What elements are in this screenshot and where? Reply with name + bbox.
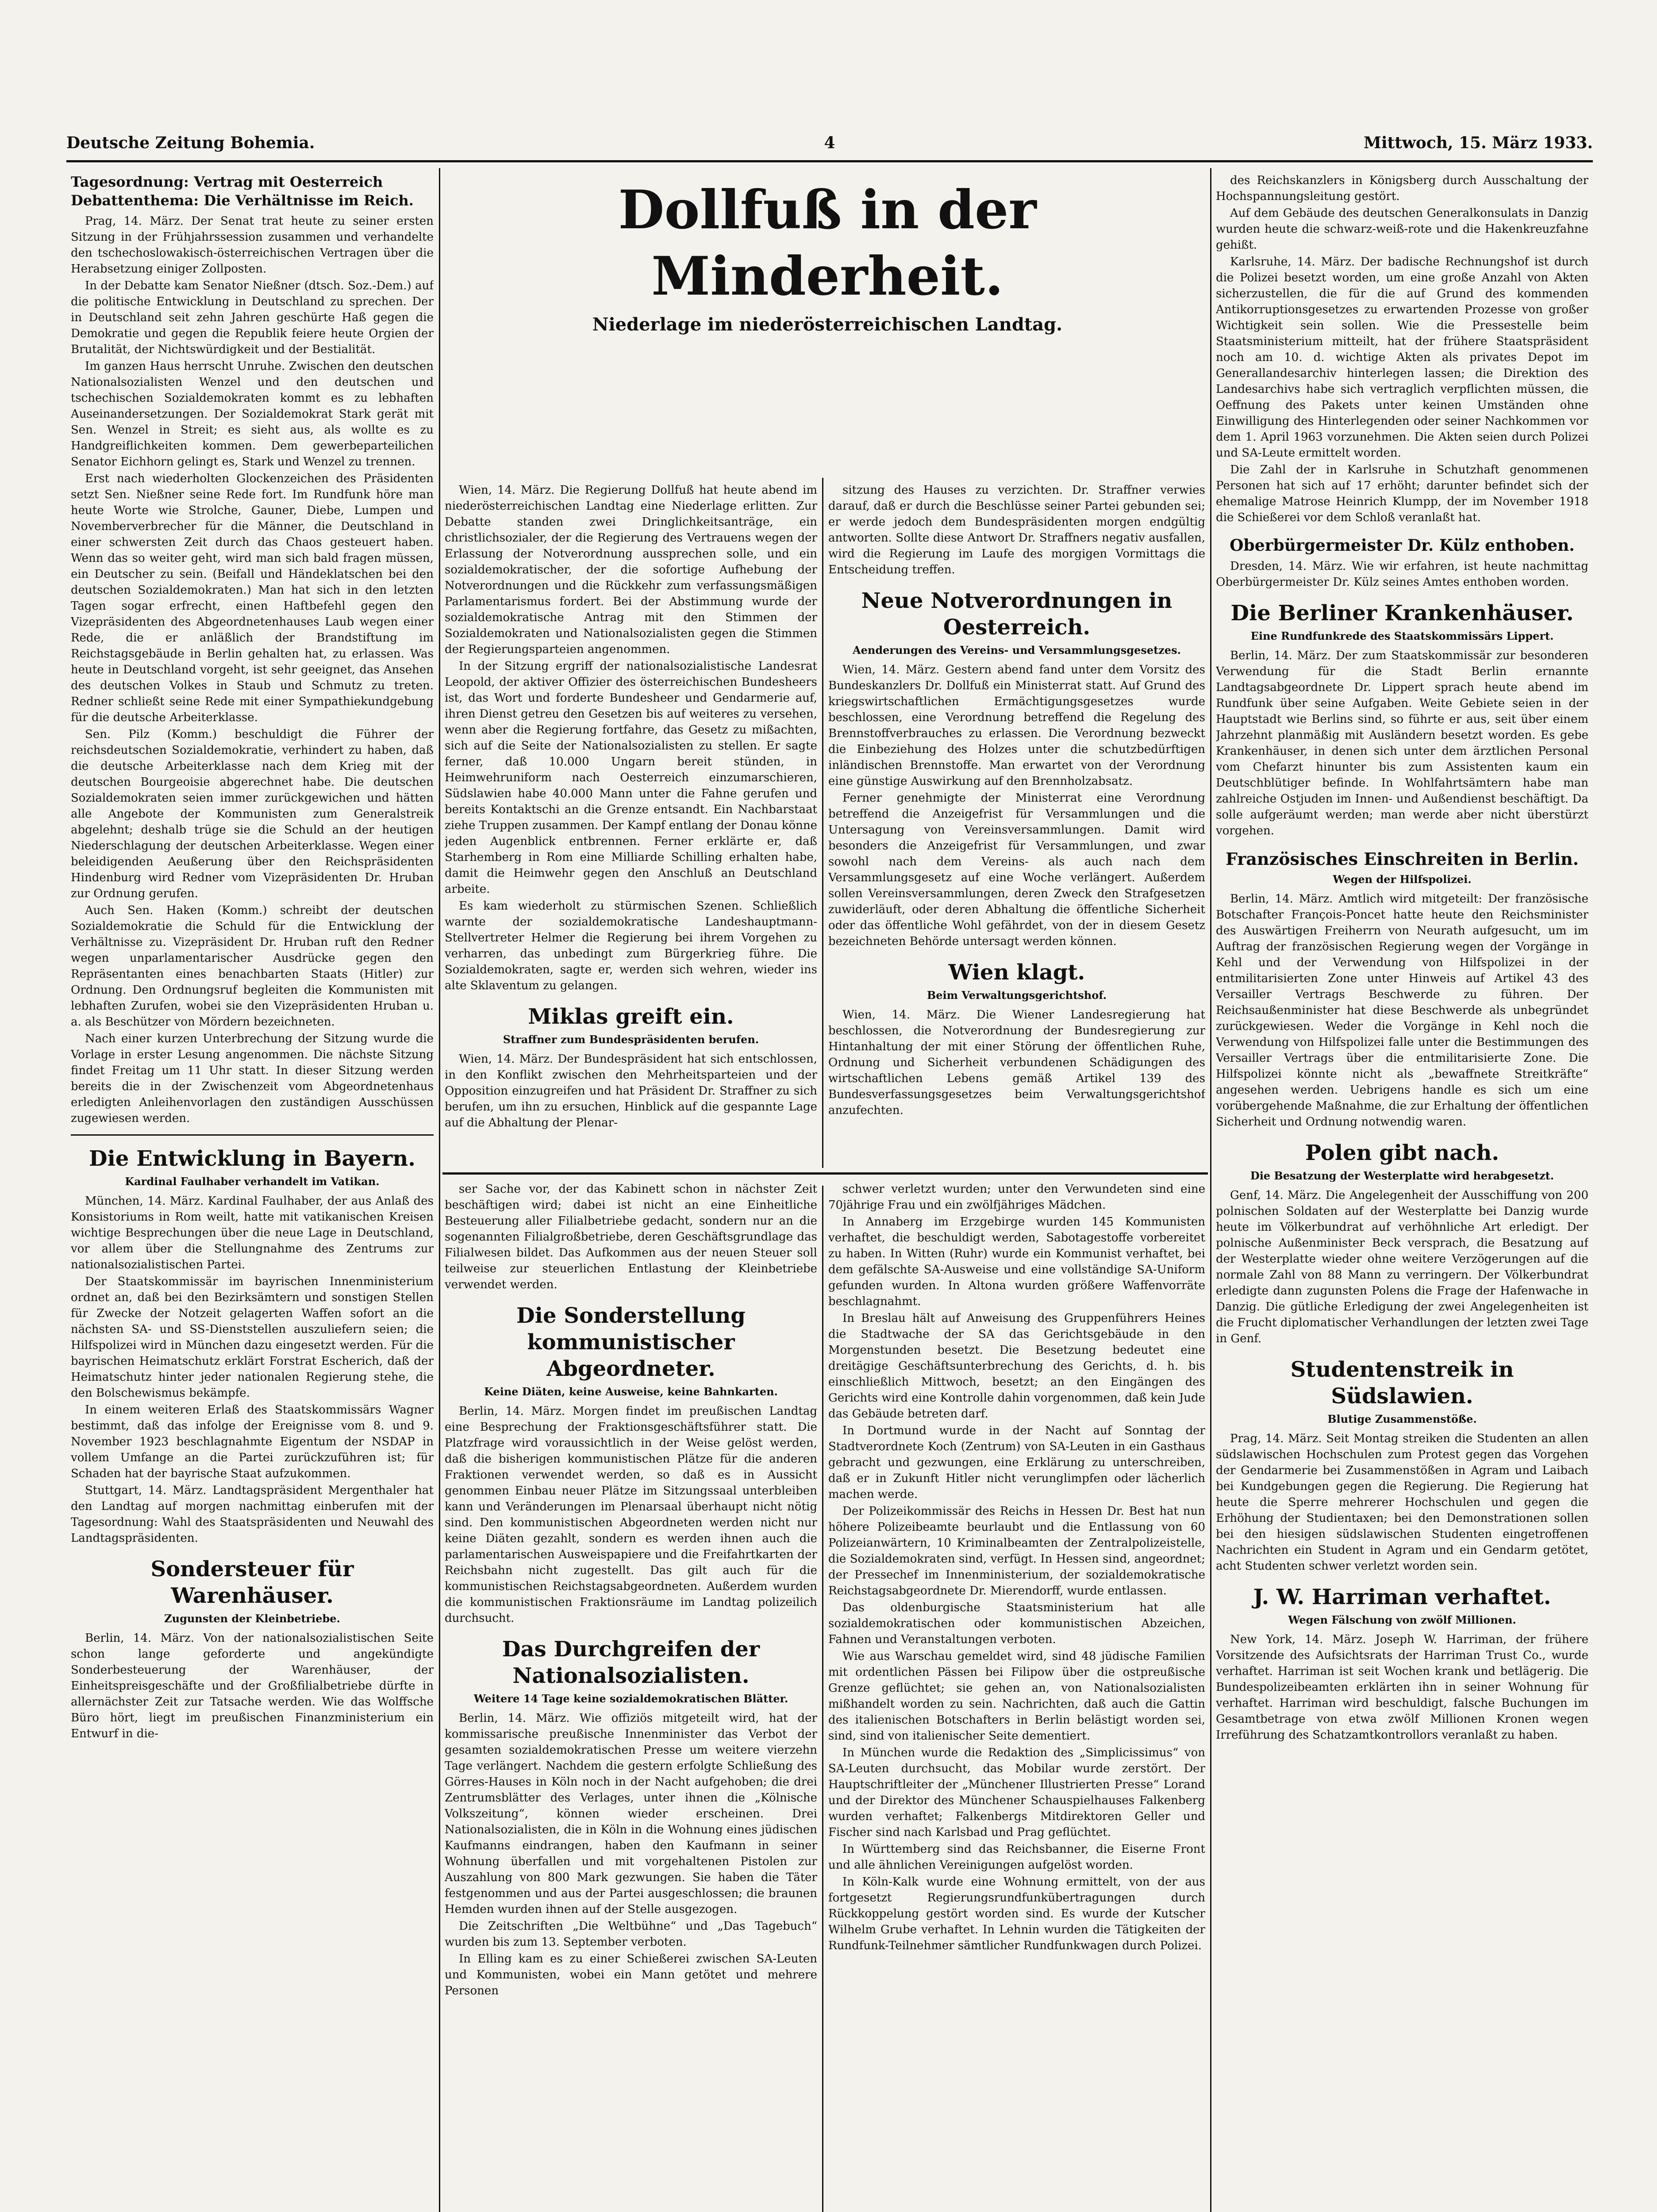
article-paragraph: ser Sache vor, der das Kabinett schon in nächster Zeit beschäftigen wird; dabei ist nicht an eine Einheitliche Besteuerung aller Filialbetriebe gedacht, sondern nur an die sogenannten Filialgroßbetriebe, deren Geschäftsgrundlage das Filialwesen bildet. Das Aufkommen aus der neuen Steuer soll teilweise zur steuerlichen Entlastung der Kleinbetriebe verwendet werden. bbox=[445, 1183, 817, 1291]
article-paragraph: Erst nach wiederholten Glockenzeichen des Präsidenten setzt Sen. Nießner seine Rede fort. Im Rundfunk höre man heute Worte wie Strolche, Gauner, Diebe, Lumpen und Novemberverbrecher für die Männer, die Deutschland in einer schwersten Zeit durch das Chaos gesteuert haben. Wenn das so weiter geht, wird man sich bald fragen müssen, ein Deutscher zu sein. (Beifall und Händeklatschen bei den deutschen Sozialdemokraten.) Man hat sich in den letzten Tagen sogar erfrecht, einen Haftbefehl gegen den Vizepräsidenten des Abgeordnetenhauses Laub wegen einer Rede, die er anläßlich der Brandstiftung im Reichstagsgebäude in Berlin gehalten hat, zu erlassen. Was heute in Deutschland vorgeht, ist sehr geeignet, das Ansehen des deutschen Volkes in Staub und Schmutz zu treten. Redner schließt seine Rede mit einer Sympathiekundgebung für die deutsche Arbeiterklasse. bbox=[71, 472, 434, 724]
section-heading: Tagesordnung: Vertrag mit Oesterreich bbox=[71, 173, 383, 190]
article-headline: Sondersteuer für Warenhäuser. bbox=[150, 1557, 354, 1608]
article-paragraph: Genf, 14. März. Die Angelegenheit der Ausschiffung von 200 polnischen Soldaten auf der Westerplatte bei Danzig wurde heute im Völkerbundrat auf verhöhnliche Art erledigt. Der polnische Außenminister Beck versprach, die Besatzung auf der Westerplatte wieder ohne weitere Verzögerungen auf die normale Zahl von 88 Mann zu verringern. Der Völkerbundrat erledigte dann zugunsten Polens die Frage der Hafenwache in Danzig. Die gütliche Erledigung der zwei Angelegenheiten ist die Frucht diplomatischer Verhandlungen der letzten zwei Tage in Genf. bbox=[1216, 1189, 1588, 1345]
article-paragraph: Prag, 14. März. Der Senat trat heute zu seiner ersten Sitzung in der Frühjahrssession zusammen und verhandelte den tschechoslowakisch-österreichischen Vertragen über die Herabsetzung einiger Zollposten. bbox=[71, 215, 434, 276]
column-2-lower bbox=[445, 1181, 817, 2212]
article-headline: Französisches Einschreiten in Berlin. bbox=[1225, 849, 1579, 869]
article-paragraph: Dresden, 14. März. Wie wir erfahren, ist heute nachmittag Oberbürgermeister Dr. Külz seines Amtes enthoben worden. bbox=[1216, 560, 1588, 589]
article-paragraph: Wien, 14. März. Die Regierung Dollfuß hat heute abend im niederösterreichischen Landtag eine Niederlage erlitten. Zur Debatte standen zwei Dringlichkeitsanträge, ein christlichsozialer, der die Regierung des Vertrauens wegen der Erlassung der Notverordnung aussprechen solle, und ein sozialdemokratischer, der die sofortige Aufhebung der Notverordnungen und die Rückkehr zum verfassungsmäßigen Parlamentarismus fordert. Bei der Abstimmung wurde der sozialdemokratische Antrag mit den Stimmen der Sozialdemokraten und Nationalsozialisten gegen die Stimmen der Regierungsparteien angenommen. bbox=[445, 484, 817, 656]
article-headline: Die Sonderstellung kommunistischer Abgeordneter. bbox=[516, 1303, 746, 1381]
column-3-lower bbox=[828, 1181, 1205, 2212]
article-subheadline: Wegen Fälschung von zwölf Millionen. bbox=[1288, 1613, 1516, 1626]
article-divider bbox=[71, 1134, 434, 1136]
article-paragraph: des Reichskanzlers in Königsberg durch Ausschaltung der Hochspannungsleitung gestört. bbox=[1216, 174, 1588, 203]
article-subheadline: Die Besatzung der Westerplatte wird herabgesetzt. bbox=[1250, 1169, 1554, 1182]
article-subheadline: Kardinal Faulhaber verhandelt im Vatikan. bbox=[125, 1175, 380, 1188]
page-number: 4 bbox=[824, 134, 835, 152]
article-headline: Wien klagt. bbox=[948, 960, 1085, 985]
article-paragraph: Das oldenburgische Staatsministerium hat alle sozialdemokratischen oder kommunistischen Abzeichen, Fahnen und Veranstaltungen verboten. bbox=[828, 1601, 1205, 1646]
section-subheading: Debattenthema: Die Verhältnisse im Reich. bbox=[71, 192, 414, 209]
article-paragraph: schwer verletzt wurden; unter den Verwundeten sind eine 70jährige Frau und ein zwölfjähriges Mädchen. bbox=[828, 1183, 1205, 1212]
article-headline: Polen gibt nach. bbox=[1305, 1141, 1499, 1165]
article-headline: Oberbürgermeister Dr. Külz enthoben. bbox=[1230, 536, 1575, 555]
article-paragraph: In Elling kam es zu einer Schießerei zwischen SA-Leuten und Kommunisten, wobei ein Mann getötet und mehrere Personen bbox=[445, 1952, 817, 1997]
article-paragraph: In der Sitzung ergriff der nationalsozialistische Landesrat Leopold, der aktiver Offizier des österreichischen Bundesheers ist, das Wort und forderte Bundesheer und Gendarmerie auf, ihren Dienst getreu den Gesetzen bis auf weiteres zu versehen, wenn aber die Regierung fortfahre, das Gesetz zu mißachten, sich auf die Seite der Nationalsozialisten zu stellen. Er sagte ferner, daß 10.000 Ungarn bereit stünden, in Heimwehruniform nach Oesterreich einzumarschieren, Südslawien habe 40.000 Mann unter die Fahne gerufen und bereits Kontaktschi an die Grenze entsandt. Ein Nachbarstaat ziehe Truppen zusammen. Der Kampf entlang der Donau könne jeden Augenblick entbrennen. Ferner erklärte er, daß Starhemberg in Rom eine Milliarde Schilling erhalten habe, damit die Heimwehr gegen den Anschluß an Deutschland arbeite. bbox=[445, 660, 817, 896]
lead-headline: Dollfuß in der Minderheit. bbox=[618, 179, 1037, 307]
article-headline: Die Entwicklung in Bayern. bbox=[89, 1146, 415, 1171]
article-subheadline: Weitere 14 Tage keine sozialdemokratischen Blätter. bbox=[473, 1692, 788, 1705]
article-headline: Studentenstreik in Südslawien. bbox=[1290, 1357, 1514, 1409]
column-rule-3 bbox=[1210, 168, 1211, 2212]
article-paragraph: Auch Sen. Haken (Komm.) schreibt der deutschen Sozialdemokratie die Schuld für die Entwicklung der Verhältnisse zu. Vizepräsident Dr. Hruban ruft den Redner wegen unparlamentarischer Ausdrücke gegen den Repräsentanten eines benachbarten Staats (Hitler) zur Ordnung. Den Ordnungsruf begleiten die Kommunisten mit lebhaften Zurufen, wobei sie den Vizepräsidenten Hruban u. a. als Beschützer von Mördern bezeichneten. bbox=[71, 904, 434, 1029]
article-subheadline: Beim Verwaltungsgerichtshof. bbox=[927, 989, 1107, 1002]
article-headline: Neue Notverordnungen in Oesterreich. bbox=[861, 588, 1173, 640]
article-paragraph: In München wurde die Redaktion des „Simplicissimus“ von SA-Leuten durchsucht, das Mobilar wurde zerstört. Der Hauptschriftleiter der „Münchener Illustrierten Presse“ Lorand und der Direktor des Münchener Schauspielhauses Falkenberg wurden verhaftet; Falkenbergs Mitdirektoren Geller und Fischer sind nach Karlsbad und Prag geflüchtet. bbox=[828, 1746, 1205, 1839]
article-paragraph: Berlin, 14. März. Morgen findet im preußischen Landtag eine Besprechung der Fraktionsgeschäftsführer statt. Die Platzfrage wird voraussichtlich in der Weise gelöst werden, daß die bisherigen kommunistischen Plätze für die anderen Fraktionen verwendet werden, so daß es in Aussicht genommen Einbau neuer Plätze im Sitzungssaal unterbleiben kann und Veränderungen im Plenarsaal überhaupt nicht nötig sind. Den kommunistischen Abgeordneten werden nicht nur keine Diäten gezahlt, sondern es werden ihnen auch die parlamentarischen Ausweispapiere und die Freifahrtkarten der Reichsbahn nicht zugestellt. Das gilt auch für die kommunistischen Reichstagsabgeordneten. Außerdem wurden die kommunistischen Fraktionsräume im Landtag polizeilich durchsucht. bbox=[445, 1405, 817, 1625]
article-paragraph: New York, 14. März. Joseph W. Harriman, der frühere Vorsitzende des Aufsichtsrats der Harriman Trust Co., wurde verhaftet. Harriman ist seit Wochen krank und betlägerig. Die Bundespolizeibeamten erklärten ihn in seiner Wohnung für verhaftet. Harriman wird beschuldigt, falsche Buchungen im Gesamtbetrage von etwa zwölf Millionen Kronen wegen Irreführung des Schatzamtkontrollors veranlaßt zu haben. bbox=[1216, 1633, 1588, 1742]
article-paragraph: Berlin, 14. März. Von der nationalsozialistischen Seite schon lange geforderte und angekündigte Sonderbesteuerung der Warenhäuser, der Einheitspreisgeschäfte und der Großfilialbetriebe dürfte in allernächster Zeit zur Tatsache werden. Wie das Wolffsche Büro hört, liegt im preußischen Finanzministerium ein Entwurf in die- bbox=[71, 1632, 434, 1740]
article-paragraph: Berlin, 14. März. Der zum Staatskommissär zur besonderen Verwendung für die Stadt Berlin ernannte Landtagsabgeordnete Dr. Lippert sprach heute abend im Rundfunk über seine Aufgaben. Weite Gebiete seien in der Hauptstadt wie Berlins sind, so führte er aus, seit über einem Jahrzehnt planmäßig mit Ausländern besetzt worden. Es gebe Krankenhäuser, in denen sich unter dem ärztlichen Personal vom Chefarzt hinunter bis zum Assistenten kaum ein Deutschblütiger befinde. In Wohlfahrtsämtern habe man zahlreiche Ostjuden im Innen- und Außendienst beschäftigt. Da solle aufgeräumt werden; man werde aber nicht überstürzt vorgehen. bbox=[1216, 649, 1588, 837]
column-2-upper bbox=[445, 482, 817, 1168]
article-paragraph: Stuttgart, 14. März. Landtagspräsident Mergenthaler hat den Landtag auf morgen nachmittag einberufen mit der Tagesordnung: Wahl des Staatspräsidenten und Neuwahl des Landtagspräsidenten. bbox=[71, 1484, 434, 1545]
article-headline: J. W. Harriman verhaftet. bbox=[1253, 1585, 1551, 1609]
column-4 bbox=[1216, 173, 1588, 2212]
article-paragraph: sitzung des Hauses zu verzichten. Dr. Straffner verwies darauf, daß er durch die Beschlüsse seiner Partei gebunden sei; er werde jedoch dem Bundespräsidenten morgen endgültig antworten. Sollte diese Antwort Dr. Straffners negativ ausfallen, wird die Regierung im Laufe des morgigen Vormittags die Entscheidung treffen. bbox=[828, 484, 1205, 576]
article-paragraph: In der Debatte kam Senator Nießner (dtsch. Soz.-Dem.) auf die politische Entwicklung in Deutschland zu sprechen. Der in Deutschland seit zehn Jahren geschürte Haß gegen die Demokratie und gegen die Republik feiere heute Orgien der Brutalität, der Nichtswürdigkeit und der Bestialität. bbox=[71, 279, 434, 356]
article-paragraph: Prag, 14. März. Seit Montag streiken die Studenten an allen südslawischen Hochschulen zum Protest gegen das Vorgehen der Gendarmerie bei Zusammenstößen in Agram und Laibach bei Kundgebungen gegen die Regierung. Die Regierung hat heute die Sperre mehrerer Hochschulen und gegen die Erhöhung der Studientaxen; bei den Demonstrationen sollen bei den hiesigen südslawischen Studenten eingetroffenen Nachrichten ein Student in Agram und ein Gendarm getötet, acht Studenten schwer verletzt worden sein. bbox=[1216, 1432, 1588, 1573]
article-paragraph: Auf dem Gebäude des deutschen Generalkonsulats in Danzig wurden heute die schwarz-weiß-rote und die Hakenkreuzfahne gehißt. bbox=[1216, 207, 1588, 252]
issue-date: Mittwoch, 15. März 1933. bbox=[1364, 134, 1593, 152]
article-paragraph: Der Staatskommissär im bayrischen Innenministerium ordnet an, daß bei den Bezirksämtern und sonstigen Stellen für Zwecke der Notzeit gelagerten Waffen sofort an die nächsten SA- und SS-Dienststellen auszuliefern seien; die Hilfspolizei wird in München dazu eingesetzt werden. Für die bayrischen Heimatschutz erklärt Forstrat Escherich, daß der Heimatschutz hinter jeder nationalen Regierung stehe, die den Bolschewismus bekämpfe. bbox=[71, 1275, 434, 1400]
article-subheadline: Eine Rundfunkrede des Staatskommissärs Lippert. bbox=[1250, 630, 1554, 642]
article-paragraph: Wie aus Warschau gemeldet wird, sind 48 jüdische Familien mit ordentlichen Pässen bei Filipow über die ostpreußische Grenze geflüchtet; sie gehen an, von Nationalsozialisten mißhandelt worden zu sein. Nachrichten, daß auch die Gattin des italienischen Botschafters in Berlin belästigt worden sei, sind, sind von italienischer Seite dementiert. bbox=[828, 1650, 1205, 1743]
running-head bbox=[66, 128, 1593, 155]
column-rule-2b bbox=[822, 1186, 823, 2212]
article-headline: Das Durchgreifen der Nationalsozialisten. bbox=[502, 1637, 760, 1688]
mid-section-rule bbox=[442, 1172, 1208, 1175]
article-paragraph: In Köln-Kalk wurde eine Wohnung ermittelt, von der aus fortgesetzt Regierungsrundfunkübertragungen durch Rückkoppelung gestört worden sind. Es wurde der Kutscher Wilhelm Grube verhaftet. In Lehnin wurden die Tätigkeiten der Rundfunk-Teilnehmer sämtlicher Rundfunkwagen durch Polizei. bbox=[828, 1875, 1205, 1952]
article-headline: Miklas greift ein. bbox=[528, 1004, 734, 1029]
lead-subheadline: Niederlage im niederösterreichischen Landtag. bbox=[592, 314, 1063, 335]
article-paragraph: Wien, 14. März. Gestern abend fand unter dem Vorsitz des Bundeskanzlers Dr. Dollfuß ein Ministerrat statt. Auf Grund des kriegswirtschaftlichen Ermächtigungsgesetzes wurde beschlossen, eine Verordnung betreffend die Regelung des Brennstoffverbrauches zu erlassen. Die Verordnung bezweckt die Einbeziehung des Holzes unter die schutzbedürftigen inländischen Brennstoffe. Man erwartet von der Verordnung eine günstige Auswirkung auf den Brennholzabsatz. bbox=[828, 663, 1205, 788]
article-paragraph: Berlin, 14. März. Amtlich wird mitgeteilt: Der französische Botschafter François-Poncet hatte heute den Reichsminister des Auswärtigen Freiherrn von Neurath aufgesucht, um im Auftrag der französischen Regierung wegen der Vorgänge in Kehl und der Verwendung von Hilfspolizei in der entmilitarisierten Zone unter Hinweis auf Artikel 43 des Versailler Vertrags Beschwerde zu führen. Der Reichsaußenminister hat diese Beschwerde als unbegründet zurückgewiesen. Weder die Vorgänge in Kehl noch die Verwendung von Hilfspolizei falle unter die Bestimmungen des Versailler Vertrags über die entmilitarisierte Zone. Die Hilfspolizei könnte nicht als „bewaffnete Streitkräfte“ angesehen werden. Uebrigens handle es sich um eine vorübergehende Maßnahme, die zur Erhaltung der öffentlichen Sicherheit und Ordnung notwendig waren. bbox=[1216, 892, 1588, 1129]
column-rule-2a bbox=[822, 478, 823, 1168]
article-paragraph: Karlsruhe, 14. März. Der badische Rechnungshof ist durch die Polizei besetzt worden, um eine große Anzahl von Akten sicherzustellen, die für die auf Grund des kommenden Antikorruptionsgesetzes zu erwartenden Prozesse von großer Wichtigkeit sein sollen. Wie die Pressestelle beim Staatsministerium mitteilt, hat der frühere Staatspräsident noch am 10. d. wichtige Akten als privates Depot im Generallandesarchiv hinterlegen lassen; die Direktion des Landesarchivs habe sich vertraglich verpflichten müssen, die Oeffnung des Pakets unter keinen Umständen ohne Einwilligung des Hinterlegenden oder seiner Nachkommen vor dem 1. April 1963 vorzunehmen. Die Akten seien durch Polizei und SA-Leute ermittelt worden. bbox=[1216, 255, 1588, 460]
article-paragraph: Wien, 14. März. Der Bundespräsident hat sich entschlossen, in den Konflikt zwischen den Mehrheitsparteien und der Opposition einzugreifen und hat Präsident Dr. Straffner zu sich berufen, um ihn zu ersuchen, Hinblick auf die gespannte Lage auf die Abhaltung der Plenar- bbox=[445, 1052, 817, 1129]
article-paragraph: In Württemberg sind das Reichsbanner, die Eiserne Front und alle ähnlichen Vereinigungen aufgelöst worden. bbox=[828, 1843, 1205, 1872]
paper-name: Deutsche Zeitung Bohemia. bbox=[66, 134, 315, 152]
article-subheadline: Keine Diäten, keine Ausweise, keine Bahnkarten. bbox=[484, 1385, 778, 1398]
article-paragraph: Sen. Pilz (Komm.) beschuldigt die Führer der reichsdeutschen Sozialdemokratie, verhindert zu haben, daß die deutsche Arbeiterklasse nach dem Krieg mit der deutschen Bourgeoisie abgerechnet habe. Die deutschen Sozialdemokraten seien immer zurückgewichen und hätten alle Angebote der Kommunisten zum Generalstreik abgelehnt; deshalb trüge sie die Schuld an der heutigen Niederschlagung der deutschen Arbeiterklasse. Wegen einer beleidigenden Aeußerung über den Reichspräsidenten Hindenburg wird Redner vom Vizepräsidenten Dr. Hruban zur Ordnung gerufen. bbox=[71, 728, 434, 900]
header-rule bbox=[66, 160, 1593, 162]
article-paragraph: München, 14. März. Kardinal Faulhaber, der aus Anlaß des Konsistoriums in Rom weilt, hatte mit vatikanischen Kreisen wichtige Besprechungen über die neue Lage in Deutschland, vor allem über die Stellungnahme des Zentrums zur nationalsozialistischen Partei. bbox=[71, 1194, 434, 1271]
article-paragraph: Es kam wiederholt zu stürmischen Szenen. Schließlich warnte der sozialdemokratische Landeshauptmann-Stellvertreter Helmer die Regierung bei ihrem Vorgehen zu verharren, das unbedingt zum Bürgerkrieg führe. Die Sozialdemokraten, sagte er, werden sich wehren, wieder ins alte Sklaventum zu gelangen. bbox=[445, 899, 817, 992]
article-headline: Die Berliner Krankenhäuser. bbox=[1230, 601, 1574, 626]
article-paragraph: In Breslau hält auf Anweisung des Gruppenführers Heines die Stadtwache der SA das Gerichtsgebäude in den Morgenstunden besetzt. Die Besetzung bedeutet eine dreitägige Geschäftsunterbrechung des Gerichts, d. h. bis einschließlich Mittwoch, besetzt; an den Eingängen des Gerichts wird eine Kontrolle dahin vorgenommen, daß kein Jude das Gebäude betreten darf. bbox=[828, 1312, 1205, 1421]
article-paragraph: In Dortmund wurde in der Nacht auf Sonntag der Stadtverordnete Koch (Zentrum) von SA-Leuten in ein Gasthaus gebracht und gezwungen, eine Erklärung zu unterschreiben, daß er in Zukunft Hitler nicht verunglimpfen oder lächerlich machen werde. bbox=[828, 1424, 1205, 1501]
article-paragraph: Im ganzen Haus herrscht Unruhe. Zwischen den deutschen Nationalsozialisten Wenzel und den deutschen und tschechischen Sozialdemokraten kommt es zu lebhaften Auseinandersetzungen. Der Sozialdemokrat Stark gerät mit Sen. Wenzel in Streit; es sieht aus, als wollte es zu Handgreiflichkeiten kommen. Dem gewerbeparteilichen Senator Eichhorn gelingt es, Stark und Wenzel zu trennen. bbox=[71, 360, 434, 469]
article-subheadline: Wegen der Hilfspolizei. bbox=[1333, 873, 1472, 886]
column-1 bbox=[71, 173, 434, 2212]
article-paragraph: Nach einer kurzen Unterbrechung der Sitzung wurde die Vorlage in erster Lesung angenommen. Die nächste Sitzung findet Freitag um 11 Uhr statt. In dieser Sitzung werden bereits die in der Zwischenzeit vom Abgeordnetenhaus erledigten Anleihenvorlagen den zuständigen Ausschüssen zugewiesen werden. bbox=[71, 1032, 434, 1125]
article-paragraph: Die Zeitschriften „Die Weltbühne“ und „Das Tagebuch“ wurden bis zum 13. September verboten. bbox=[445, 1920, 817, 1949]
article-paragraph: In Annaberg im Erzgebirge wurden 145 Kommunisten verhaftet, die beschuldigt werden, Sabotagestoffe vorbereitet zu haben. In Witten (Ruhr) wurde ein Kommunist verhaftet, bei dem gefälschte SA-Ausweise und eine vollständige SA-Uniform gefunden wurden. In Altona wurden größere Waffenvorräte beschlagnahmt. bbox=[828, 1215, 1205, 1308]
article-paragraph: Wien, 14. März. Die Wiener Landesregierung hat beschlossen, die Notverordnung der Bundesregierung zur Hintanhaltung der mit einer Störung der öffentlichen Ruhe, Ordnung und Sicherheit verbundenen Schädigungen des wirtschaftlichen Lebens gemäß Artikel 139 des Bundesverfassungsgesetzes beim Verwaltungsgerichtshof anzufechten. bbox=[828, 1008, 1205, 1117]
article-paragraph: Die Zahl der in Karlsruhe in Schutzhaft genommenen Personen hat sich auf 17 erhöht; darunter befindet sich der ehemalige Matrose Heinrich Klumpp, der im November 1918 die Schießerei vor dem Schloß veranlaßt hat. bbox=[1216, 463, 1588, 524]
article-paragraph: Ferner genehmigte der Ministerrat eine Verordnung betreffend die Anzeigefrist für Versammlungen und die Untersagung von Vereinsversammlungen. Damit wird besonders die Anzeigefrist für Versammlungen, und zwar sowohl nach dem Vereins- als auch nach dem Versammlungsgesetz auf eine Woche verlängert. Außerdem sollen Vereinsversammlungen, deren Zweck den Strafgesetzen zuwiderläuft, oder deren Abhaltung die öffentliche Sicherheit oder das öffentliche Wohl gefährdet, von der in diesem Gesetz bezeichneten Behörde untersagt werden können. bbox=[828, 791, 1205, 948]
lead-headline-block bbox=[451, 177, 1203, 337]
column-3-upper bbox=[828, 482, 1205, 1168]
article-paragraph: In einem weiteren Erlaß des Staatskommissärs Wagner bestimmt, daß das infolge der Ereignisse vom 8. und 9. November 1923 beschlagnahmte Eigentum der NSDAP in vollem Umfange an die Partei zurückzuführen ist; für Schaden hat der bayrische Staat aufzukommen. bbox=[71, 1403, 434, 1480]
column-rule-1 bbox=[439, 168, 440, 2212]
article-paragraph: Der Polizeikommissär des Reichs in Hessen Dr. Best hat nun höhere Polizeibeamte beurlaubt und die Entlassung von 60 Polizeianwärtern, 10 Kriminalbeamten der Zentralpolizeistelle, die Sozialdemokraten sind, verfügt. In Hessen sind, angeordnet; der Pressechef im Innenministerium, der sozialdemokratische Reichstagsabgeordnete Dr. Mierendorff, wurde entlassen. bbox=[828, 1505, 1205, 1598]
article-paragraph: Berlin, 14. März. Wie offiziös mitgeteilt wird, hat der kommissarische preußische Innenminister das Verbot der gesamten sozialdemokratischen Presse um weitere vierzehn Tage verlängert. Nachdem die gestern erfolgte Schließung des Görres-Hauses in Köln noch in der Nacht aufgehoben; die drei Zentrumsblätter des Verlages, unter ihnen die „Kölnische Volkszeitung“, können wieder erscheinen. Drei Nationalsozialisten, die in Köln in die Wohnung eines jüdischen Kaufmanns eindrangen, haben den Kaufmann in seiner Wohnung überfallen und mit vorgehaltenen Pistolen zur Auszahlung von 800 Mark gezwungen. Sie haben die Täter festgenommen und aus der Partei ausgeschlossen; die braunen Hemden wurden ihnen auf der Stelle ausgezogen. bbox=[445, 1712, 817, 1916]
article-subheadline: Blutige Zusammenstöße. bbox=[1327, 1413, 1477, 1425]
article-subheadline: Aenderungen des Vereins- und Versammlungsgesetzes. bbox=[853, 644, 1181, 657]
article-subheadline: Zugunsten der Kleinbetriebe. bbox=[164, 1612, 340, 1625]
article-subheadline: Straffner zum Bundespräsidenten berufen. bbox=[503, 1033, 759, 1046]
